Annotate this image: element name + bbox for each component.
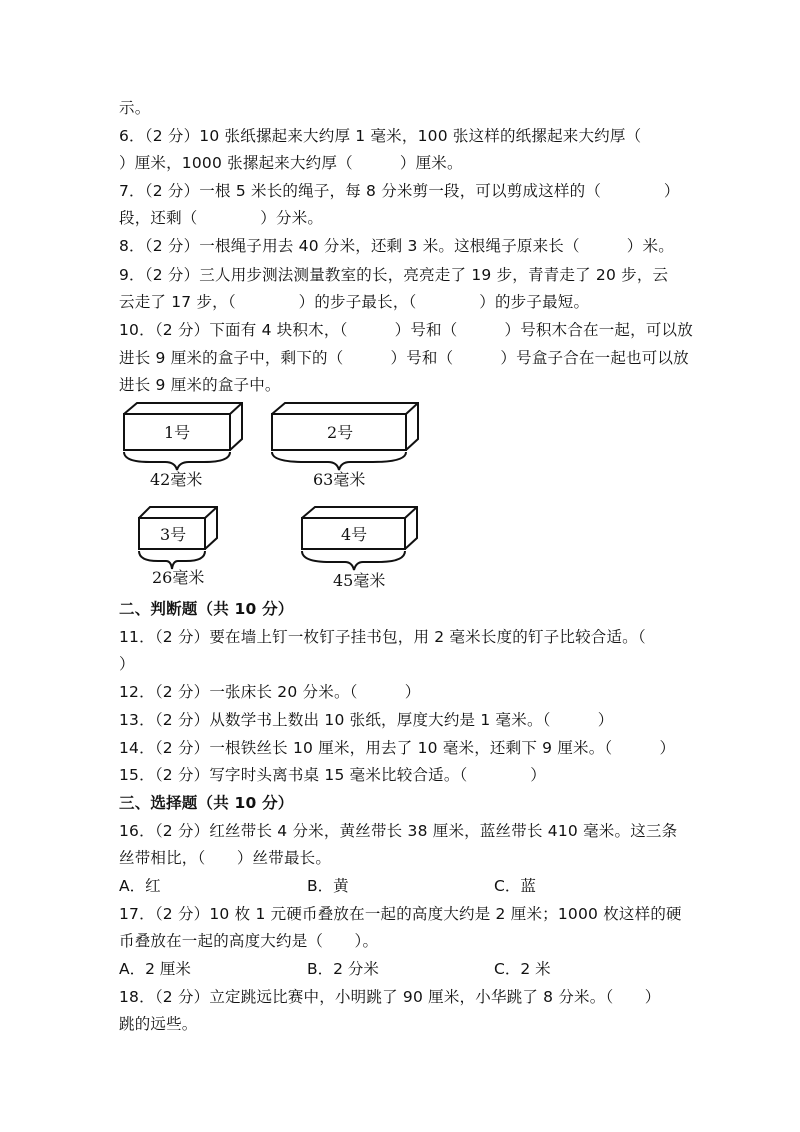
question-9-line-2: 云走了 17 步，（ ）的步子最长，（ ）的步子最短。 [119,293,590,311]
question-11-line-1: 11．（2 分）要在墙上钉一枚钉子挂书包，用 2 毫米长度的钉子比较合适。（ [119,628,646,646]
question-16-line-1: 16．（2 分）红丝带长 4 分米，黄丝带长 38 厘米，蓝丝带长 410 毫米。这三条 [119,822,678,840]
question-11-line-2: ） [119,655,135,673]
text-line: 示。 [119,99,151,117]
question-9-line-1: 9．（2 分）三人用步测法测量教室的长，亮亮走了 19 步，青青走了 20 步，云 [119,266,669,284]
question-8-line-1: 8．（2 分）一根绳子用去 40 分米，还剩 3 米。这根绳子原来长（ ）米。 [119,237,674,255]
question-14: 14．（2 分）一根铁丝长 10 厘米，用去了 10 毫米，还剩下 9 厘米。（ ） [119,739,676,757]
question-18-line-2: 跳的远些。 [119,1015,198,1033]
question-18-line-1: 18．（2 分）立定跳远比赛中，小明跳了 90 厘米，小华跳了 8 分米。（ ） [119,988,661,1006]
question-17-line-2: 币叠放在一起的高度大约是（ ）。 [119,932,379,950]
blocks-figure [0,398,800,598]
question-10-line-2: 进长 9 厘米的盒子中，剩下的（ ）号和（ ）号盒子合在一起也可以放 [119,349,689,367]
question-7-line-2: 段，还剩（ ）分米。 [119,209,324,227]
question-10-line-1: 10．（2 分）下面有 4 块积木，（ ）号和（ ）号积木合在一起，可以放 [119,321,693,339]
block-4-label: 4号 [341,525,368,544]
q17-option-c: C．2 米 [494,960,551,978]
q16-option-a: A．红 [119,877,161,895]
q17-option-a: A．2 厘米 [119,960,191,978]
question-6-line-1: 6．（2 分）10 张纸摞起来大约厚 1 毫米，100 张这样的纸摞起来大约厚（ [119,127,642,145]
block-3-length: 26毫米 [152,568,205,587]
block-3-label: 3号 [160,525,187,544]
block-1-label: 1号 [164,423,191,442]
q16-option-c: C．蓝 [494,877,536,895]
block-1-length: 42毫米 [150,470,203,489]
question-12: 12．（2 分）一张床长 20 分米。（ ） [119,683,421,701]
question-17-line-1: 17．（2 分）10 枚 1 元硬币叠放在一起的高度大约是 2 厘米；1000 枚这样的硬 [119,905,682,923]
block-2-length: 63毫米 [313,470,366,489]
section-2-heading: 二、判断题（共 10 分） [119,600,294,618]
question-16-line-2: 丝带相比，（ ）丝带最长。 [119,849,332,867]
section-3-heading: 三、选择题（共 10 分） [119,794,294,812]
question-10-line-3: 进长 9 厘米的盒子中。 [119,376,281,394]
question-13: 13．（2 分）从数学书上数出 10 张纸，厚度大约是 1 毫米。（ ） [119,711,614,729]
block-4-length: 45毫米 [333,571,386,590]
question-15: 15．（2 分）写字时头离书桌 15 毫米比较合适。（ ） [119,766,546,784]
question-6-line-2: ）厘米，1000 张摞起来大约厚（ ）厘米。 [119,154,463,172]
block-2-label: 2号 [327,423,354,442]
question-7-line-1: 7．（2 分）一根 5 米长的绳子，每 8 分米剪一段，可以剪成这样的（ ） [119,182,680,200]
q16-option-b: B．黄 [307,877,349,895]
q17-option-b: B．2 分米 [307,960,379,978]
